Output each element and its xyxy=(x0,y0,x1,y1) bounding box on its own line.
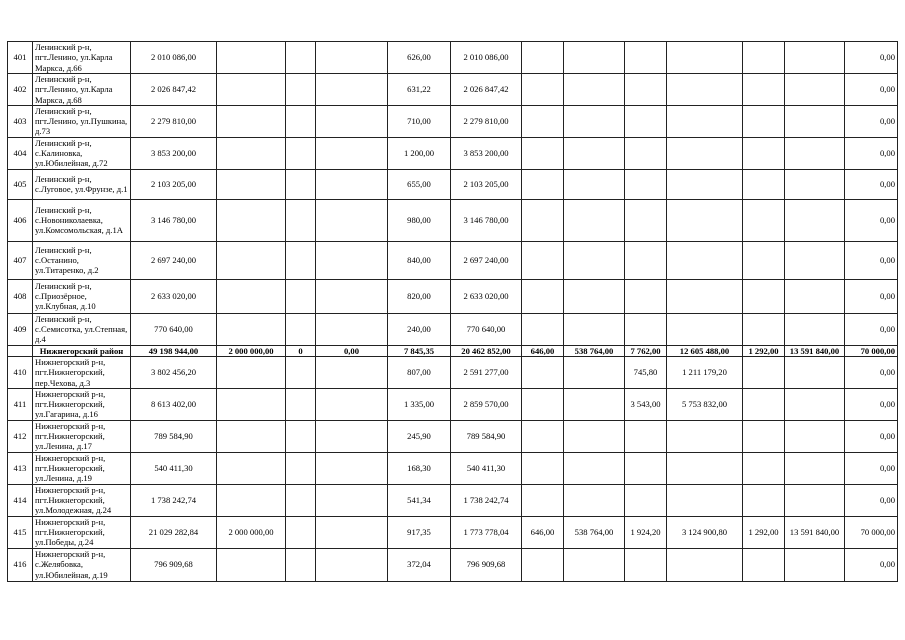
value-cell xyxy=(316,313,388,345)
value-cell xyxy=(667,169,743,199)
value-cell xyxy=(286,169,316,199)
value-cell: 655,00 xyxy=(388,169,451,199)
value-cell xyxy=(522,356,564,388)
value-cell xyxy=(522,42,564,74)
value-cell xyxy=(217,279,286,313)
value-cell xyxy=(316,74,388,106)
value-cell: 541,34 xyxy=(388,484,451,516)
row-number-cell: 413 xyxy=(8,452,33,484)
value-cell: 21 029 282,84 xyxy=(131,516,217,548)
value-cell xyxy=(625,484,667,516)
value-cell: 13 591 840,00 xyxy=(785,516,845,548)
value-cell: 2 026 847,42 xyxy=(451,74,522,106)
value-cell xyxy=(316,42,388,74)
value-cell: 917,35 xyxy=(388,516,451,548)
value-cell: 7 762,00 xyxy=(625,345,667,356)
address-cell: Ленинский р-н, пгт.Ленино, ул.Карла Маркса, д.68 xyxy=(33,74,131,106)
value-cell xyxy=(667,484,743,516)
row-number-cell: 416 xyxy=(8,548,33,581)
value-cell xyxy=(743,137,785,169)
value-cell xyxy=(785,105,845,137)
value-cell xyxy=(522,279,564,313)
address-cell: Нижнегорский р-н, с.Желябовка, ул.Юбилейная, д.19 xyxy=(33,548,131,581)
row-number-cell: 406 xyxy=(8,199,33,241)
register-table xyxy=(7,41,898,582)
value-cell: 0,00 xyxy=(845,169,898,199)
value-cell xyxy=(217,74,286,106)
table-row xyxy=(8,313,898,345)
value-cell xyxy=(286,420,316,452)
value-cell: 540 411,30 xyxy=(451,452,522,484)
value-cell: 0,00 xyxy=(845,137,898,169)
value-cell xyxy=(785,74,845,106)
value-cell xyxy=(564,137,625,169)
value-cell: 807,00 xyxy=(388,356,451,388)
value-cell xyxy=(667,105,743,137)
value-cell xyxy=(564,484,625,516)
value-cell: 540 411,30 xyxy=(131,452,217,484)
value-cell xyxy=(286,452,316,484)
value-cell: 710,00 xyxy=(388,105,451,137)
value-cell xyxy=(217,356,286,388)
value-cell xyxy=(667,420,743,452)
value-cell: 789 584,90 xyxy=(451,420,522,452)
value-cell xyxy=(564,356,625,388)
value-cell xyxy=(286,199,316,241)
table-row xyxy=(8,279,898,313)
value-cell xyxy=(785,199,845,241)
address-cell: Ленинский р-н, с.Останино, ул.Титаренко, д.2 xyxy=(33,241,131,279)
value-cell xyxy=(217,42,286,74)
value-cell xyxy=(785,452,845,484)
value-cell: 2 010 086,00 xyxy=(131,42,217,74)
value-cell: 789 584,90 xyxy=(131,420,217,452)
value-cell xyxy=(625,199,667,241)
value-cell xyxy=(286,241,316,279)
value-cell xyxy=(564,105,625,137)
value-cell: 2 010 086,00 xyxy=(451,42,522,74)
value-cell: 0,00 xyxy=(845,356,898,388)
value-cell: 3 124 900,80 xyxy=(667,516,743,548)
value-cell xyxy=(625,420,667,452)
value-cell: 1 335,00 xyxy=(388,388,451,420)
value-cell: 3 853 200,00 xyxy=(451,137,522,169)
row-number-cell: 404 xyxy=(8,137,33,169)
value-cell xyxy=(564,241,625,279)
row-number-cell: 407 xyxy=(8,241,33,279)
address-cell: Ленинский р-н, с.Луговое, ул.Фрунзе, д.1 xyxy=(33,169,131,199)
table-row xyxy=(8,42,898,74)
value-cell: 1 773 778,04 xyxy=(451,516,522,548)
value-cell xyxy=(564,169,625,199)
row-number-cell: 409 xyxy=(8,313,33,345)
value-cell xyxy=(743,388,785,420)
value-cell xyxy=(286,388,316,420)
value-cell xyxy=(217,388,286,420)
value-cell xyxy=(217,420,286,452)
table-row xyxy=(8,74,898,106)
value-cell xyxy=(743,74,785,106)
address-cell: Нижнегорский р-н, пгт.Нижнегорский, пер.Чехова, д.3 xyxy=(33,356,131,388)
value-cell: 0,00 xyxy=(845,279,898,313)
value-cell xyxy=(316,279,388,313)
value-cell: 2 633 020,00 xyxy=(131,279,217,313)
value-cell: 5 753 832,00 xyxy=(667,388,743,420)
value-cell xyxy=(625,137,667,169)
value-cell: 8 613 402,00 xyxy=(131,388,217,420)
address-cell: Нижнегорский р-н, пгт.Нижнегорский, ул.Победы, д.24 xyxy=(33,516,131,548)
value-cell xyxy=(785,484,845,516)
row-number-cell xyxy=(8,345,33,356)
value-cell xyxy=(286,356,316,388)
row-number-cell: 414 xyxy=(8,484,33,516)
value-cell: 1 292,00 xyxy=(743,516,785,548)
table-row xyxy=(8,516,898,548)
table-row xyxy=(8,484,898,516)
value-cell xyxy=(743,452,785,484)
value-cell: 372,04 xyxy=(388,548,451,581)
value-cell: 0,00 xyxy=(845,548,898,581)
value-cell xyxy=(522,74,564,106)
value-cell: 770 640,00 xyxy=(451,313,522,345)
table-row xyxy=(8,241,898,279)
value-cell xyxy=(522,105,564,137)
value-cell xyxy=(316,241,388,279)
value-cell xyxy=(667,313,743,345)
value-cell: 12 605 488,00 xyxy=(667,345,743,356)
value-cell: 20 462 852,00 xyxy=(451,345,522,356)
value-cell: 240,00 xyxy=(388,313,451,345)
value-cell: 13 591 840,00 xyxy=(785,345,845,356)
value-cell xyxy=(564,452,625,484)
value-cell: 2 859 570,00 xyxy=(451,388,522,420)
value-cell xyxy=(564,313,625,345)
value-cell xyxy=(564,74,625,106)
value-cell: 2 103 205,00 xyxy=(131,169,217,199)
value-cell xyxy=(316,105,388,137)
value-cell xyxy=(625,241,667,279)
value-cell xyxy=(217,105,286,137)
value-cell: 3 146 780,00 xyxy=(451,199,522,241)
value-cell xyxy=(785,313,845,345)
value-cell: 0,00 xyxy=(845,313,898,345)
value-cell xyxy=(316,484,388,516)
value-cell xyxy=(743,548,785,581)
row-number-cell: 403 xyxy=(8,105,33,137)
value-cell xyxy=(522,241,564,279)
value-cell: 49 198 944,00 xyxy=(131,345,217,356)
value-cell xyxy=(785,169,845,199)
value-cell xyxy=(743,279,785,313)
address-cell: Нижнегорский р-н, пгт.Нижнегорский, ул.Ленина, д.19 xyxy=(33,452,131,484)
value-cell xyxy=(667,199,743,241)
value-cell xyxy=(522,169,564,199)
value-cell: 3 146 780,00 xyxy=(131,199,217,241)
value-cell xyxy=(625,169,667,199)
value-cell xyxy=(785,388,845,420)
value-cell xyxy=(564,388,625,420)
row-number-cell: 401 xyxy=(8,42,33,74)
value-cell xyxy=(564,42,625,74)
value-cell: 0,00 xyxy=(845,484,898,516)
value-cell: 0,00 xyxy=(316,345,388,356)
table-row xyxy=(8,169,898,199)
value-cell xyxy=(743,484,785,516)
value-cell xyxy=(316,388,388,420)
row-number-cell: 412 xyxy=(8,420,33,452)
address-cell: Ленинский р-н, пгт.Ленино, ул.Пушкина, д.73 xyxy=(33,105,131,137)
value-cell xyxy=(625,42,667,74)
value-cell xyxy=(217,484,286,516)
value-cell: 626,00 xyxy=(388,42,451,74)
value-cell: 2 697 240,00 xyxy=(131,241,217,279)
value-cell: 245,90 xyxy=(388,420,451,452)
value-cell xyxy=(625,105,667,137)
value-cell xyxy=(785,420,845,452)
address-cell: Ленинский р-н, с.Приозёрное, ул.Клубная, д.10 xyxy=(33,279,131,313)
value-cell xyxy=(522,388,564,420)
value-cell: 2 026 847,42 xyxy=(131,74,217,106)
value-cell: 0,00 xyxy=(845,420,898,452)
value-cell: 646,00 xyxy=(522,345,564,356)
value-cell xyxy=(217,452,286,484)
value-cell xyxy=(286,279,316,313)
address-cell: Ленинский р-н, с.Семисотка, ул.Степная, д.4 xyxy=(33,313,131,345)
value-cell: 70 000,00 xyxy=(845,345,898,356)
value-cell: 1 292,00 xyxy=(743,345,785,356)
value-cell xyxy=(743,241,785,279)
value-cell: 3 802 456,20 xyxy=(131,356,217,388)
value-cell: 3 543,00 xyxy=(625,388,667,420)
address-cell: Ленинский р-н, пгт.Ленино, ул.Карла Маркса, д.66 xyxy=(33,42,131,74)
value-cell xyxy=(522,313,564,345)
table-row xyxy=(8,388,898,420)
value-cell xyxy=(743,105,785,137)
value-cell: 2 279 810,00 xyxy=(131,105,217,137)
value-cell xyxy=(667,452,743,484)
value-cell: 2 591 277,00 xyxy=(451,356,522,388)
value-cell xyxy=(667,74,743,106)
value-cell xyxy=(564,548,625,581)
value-cell: 796 909,68 xyxy=(131,548,217,581)
value-cell xyxy=(316,548,388,581)
value-cell: 840,00 xyxy=(388,241,451,279)
value-cell: 745,80 xyxy=(625,356,667,388)
value-cell xyxy=(667,137,743,169)
value-cell xyxy=(522,484,564,516)
value-cell xyxy=(522,452,564,484)
value-cell xyxy=(785,241,845,279)
value-cell: 168,30 xyxy=(388,452,451,484)
value-cell xyxy=(522,137,564,169)
value-cell xyxy=(316,199,388,241)
value-cell: 0,00 xyxy=(845,42,898,74)
value-cell xyxy=(625,74,667,106)
value-cell xyxy=(667,241,743,279)
value-cell: 538 764,00 xyxy=(564,516,625,548)
value-cell xyxy=(625,313,667,345)
table-row xyxy=(8,420,898,452)
value-cell xyxy=(564,279,625,313)
value-cell: 0 xyxy=(286,345,316,356)
value-cell: 980,00 xyxy=(388,199,451,241)
value-cell xyxy=(743,420,785,452)
value-cell xyxy=(286,42,316,74)
value-cell xyxy=(286,105,316,137)
value-cell: 1 738 242,74 xyxy=(131,484,217,516)
district-total-row xyxy=(8,345,898,356)
row-number-cell: 410 xyxy=(8,356,33,388)
value-cell: 1 200,00 xyxy=(388,137,451,169)
table-row xyxy=(8,356,898,388)
value-cell: 0,00 xyxy=(845,74,898,106)
value-cell: 0,00 xyxy=(845,452,898,484)
value-cell xyxy=(286,484,316,516)
address-cell: Ленинский р-н, с.Новониколаевка, ул.Комсомольская, д.1А xyxy=(33,199,131,241)
value-cell: 1 211 179,20 xyxy=(667,356,743,388)
value-cell xyxy=(286,313,316,345)
value-cell xyxy=(522,548,564,581)
value-cell xyxy=(785,279,845,313)
row-number-cell: 405 xyxy=(8,169,33,199)
value-cell: 796 909,68 xyxy=(451,548,522,581)
table-row xyxy=(8,548,898,581)
value-cell xyxy=(217,199,286,241)
value-cell xyxy=(785,137,845,169)
value-cell: 820,00 xyxy=(388,279,451,313)
value-cell xyxy=(316,356,388,388)
value-cell xyxy=(785,356,845,388)
value-cell: 0,00 xyxy=(845,388,898,420)
value-cell xyxy=(667,548,743,581)
value-cell xyxy=(743,313,785,345)
row-number-cell: 411 xyxy=(8,388,33,420)
address-cell: Нижнегорский р-н, пгт.Нижнегорский, ул.Ленина, д.17 xyxy=(33,420,131,452)
value-cell xyxy=(743,199,785,241)
row-number-cell: 408 xyxy=(8,279,33,313)
value-cell: 7 845,35 xyxy=(388,345,451,356)
value-cell xyxy=(785,42,845,74)
value-cell xyxy=(286,74,316,106)
table-row xyxy=(8,199,898,241)
table-row xyxy=(8,452,898,484)
value-cell: 2 279 810,00 xyxy=(451,105,522,137)
value-cell: 631,22 xyxy=(388,74,451,106)
value-cell xyxy=(785,548,845,581)
address-cell: Нижнегорский район xyxy=(33,345,131,356)
value-cell xyxy=(286,137,316,169)
value-cell xyxy=(522,420,564,452)
value-cell: 1 738 242,74 xyxy=(451,484,522,516)
value-cell xyxy=(217,169,286,199)
value-cell: 538 764,00 xyxy=(564,345,625,356)
value-cell: 2 633 020,00 xyxy=(451,279,522,313)
value-cell xyxy=(286,516,316,548)
value-cell: 2 000 000,00 xyxy=(217,516,286,548)
value-cell xyxy=(743,42,785,74)
address-cell: Нижнегорский р-н, пгт.Нижнегорский, ул.Гагарина, д.16 xyxy=(33,388,131,420)
register-table-body xyxy=(8,42,898,582)
address-cell: Ленинский р-н, с.Калиновка, ул.Юбилейная, д.72 xyxy=(33,137,131,169)
value-cell xyxy=(625,548,667,581)
value-cell xyxy=(667,279,743,313)
value-cell xyxy=(217,313,286,345)
value-cell xyxy=(522,199,564,241)
value-cell: 0,00 xyxy=(845,241,898,279)
row-number-cell: 415 xyxy=(8,516,33,548)
value-cell xyxy=(316,137,388,169)
value-cell: 770 640,00 xyxy=(131,313,217,345)
value-cell: 0,00 xyxy=(845,105,898,137)
value-cell xyxy=(316,420,388,452)
table-row xyxy=(8,105,898,137)
value-cell xyxy=(217,241,286,279)
value-cell: 70 000,00 xyxy=(845,516,898,548)
table-row xyxy=(8,137,898,169)
value-cell: 0,00 xyxy=(845,199,898,241)
value-cell xyxy=(564,199,625,241)
value-cell: 646,00 xyxy=(522,516,564,548)
value-cell xyxy=(743,356,785,388)
value-cell xyxy=(316,452,388,484)
value-cell: 3 853 200,00 xyxy=(131,137,217,169)
value-cell xyxy=(743,169,785,199)
value-cell xyxy=(625,452,667,484)
value-cell: 2 103 205,00 xyxy=(451,169,522,199)
value-cell xyxy=(286,548,316,581)
value-cell xyxy=(564,420,625,452)
value-cell: 2 000 000,00 xyxy=(217,345,286,356)
value-cell xyxy=(667,42,743,74)
row-number-cell: 402 xyxy=(8,74,33,106)
value-cell xyxy=(625,279,667,313)
value-cell xyxy=(217,137,286,169)
value-cell: 1 924,20 xyxy=(625,516,667,548)
value-cell: 2 697 240,00 xyxy=(451,241,522,279)
value-cell xyxy=(316,516,388,548)
address-cell: Нижнегорский р-н, пгт.Нижнегорский, ул.Молодежная, д.24 xyxy=(33,484,131,516)
value-cell xyxy=(217,548,286,581)
value-cell xyxy=(316,169,388,199)
